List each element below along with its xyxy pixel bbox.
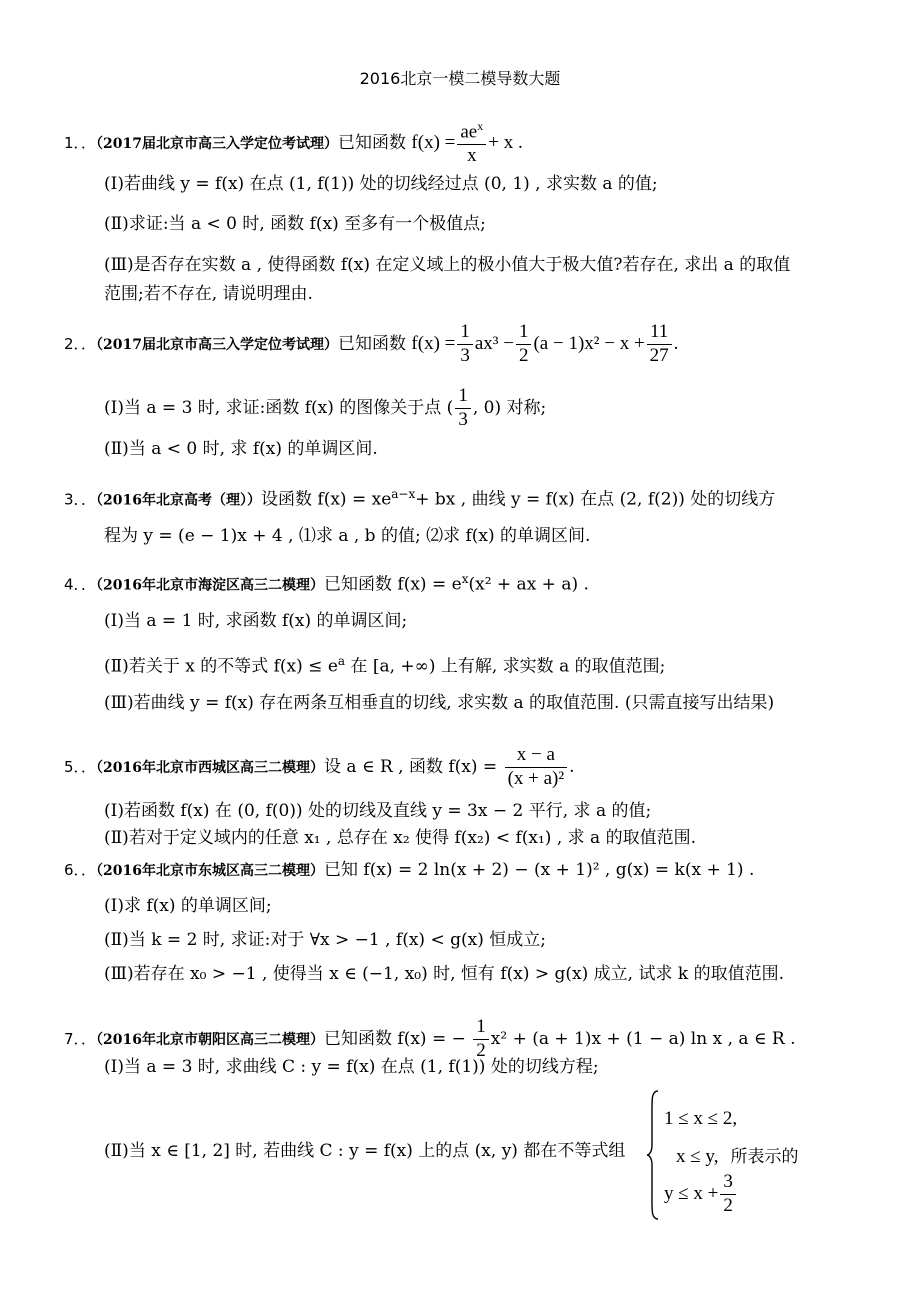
fraction — [457, 120, 486, 167]
fraction — [473, 1017, 489, 1062]
problem-7-header — [64, 1017, 796, 1062]
problem-7-part-ii — [104, 1143, 625, 1160]
problem-1-part-iii: (Ⅲ)是否存在实数 a , 使得函数 f(x) 在定义域上的极小值大于极大值?若存在, 求出 a 的取值 — [104, 255, 791, 275]
formula-lhs: f(x) = — [411, 332, 456, 354]
numerator: 1 — [516, 322, 532, 345]
exponent: x — [477, 119, 484, 133]
part-text: (Ⅱ)若关于 x 的不等式 f(x) ≤ e — [104, 656, 338, 677]
problem-6-part-iii: (Ⅲ)若存在 x₀ > −1 , 使得当 x ∈ (−1, x₀) 时, 恒有 f(x) > g(x) 成立, 试求 k 的取值范围. — [104, 964, 784, 984]
problem-source: （2017届北京市高三入学定位考试理） — [96, 135, 339, 152]
inequality-1: 1 ≤ x ≤ 2, — [664, 1108, 738, 1129]
problem-text: 已知 f(x) = 2 ln(x + 2) − (x + 1)² , g(x) = k(x + 1) . — [324, 860, 755, 880]
numerator: 11 — [647, 322, 672, 345]
numerator: 1 — [457, 322, 473, 345]
problem-number: 6．． — [64, 861, 97, 879]
inequality-text: y ≤ x + — [664, 1182, 719, 1204]
numerator: x − a — [505, 745, 568, 768]
exponent: a — [337, 654, 346, 668]
problem-6-part-ii: (Ⅱ)当 k = 2 时, 求证:对于 ∀x > −1 , f(x) < g(x) 恒成立; — [104, 930, 546, 950]
problem-source: （2016年北京市海淀区高三二模理） — [96, 577, 325, 594]
formula-lhs: f(x) = — [411, 131, 456, 153]
denominator: 3 — [458, 408, 468, 430]
inequality-text: x ≤ y, — [676, 1146, 719, 1167]
denominator: 2 — [476, 1039, 486, 1061]
numerator: 1 — [455, 386, 471, 409]
problem-number: 2．． — [64, 334, 97, 353]
problem-2-part-ii: (Ⅱ)当 a < 0 时, 求 f(x) 的单调区间. — [104, 439, 378, 459]
formula-part: (a − 1)x² − x + — [533, 332, 645, 354]
problem-text: 设 a ∈ R , 函数 f(x) = — [324, 756, 498, 777]
problem-source: （2016年北京高考（理）） — [96, 492, 262, 509]
fraction — [457, 322, 473, 367]
problem-text: (x² + ax + a) . — [468, 574, 589, 595]
problem-2-header — [64, 322, 678, 367]
part-tail: 所表示的 — [730, 1147, 799, 1167]
exponent: a−x — [391, 487, 416, 501]
problem-3-cont: 程为 y = (e − 1)x + 4 , ⑴求 a , b 的值; ⑵求 f(x) 的单调区间. — [104, 526, 591, 546]
inequality-2 — [676, 1142, 798, 1168]
problem-4-part-i: (Ⅰ)当 a = 1 时, 求函数 f(x) 的单调区间; — [104, 611, 408, 631]
formula — [411, 321, 679, 366]
part-text: (Ⅱ)当 x ∈ [1, 2] 时, 若曲线 C : y = f(x) 上的点 (x, y) 都在不等式组 — [104, 1141, 626, 1161]
problem-5-part-ii: (Ⅱ)若对于定义域内的任意 x₁ , 总存在 x₂ 使得 f(x₂) < f(x₁) , 求 a 的取值范围. — [104, 828, 696, 848]
denominator: (x + a)² — [507, 767, 565, 789]
problem-1-part-i: (Ⅰ)若曲线 y = f(x) 在点 (1, f(1)) 处的切线经过点 (0, 1) , 求实数 a 的值; — [104, 174, 658, 194]
denominator: 3 — [460, 344, 470, 366]
fraction — [505, 745, 568, 790]
problem-4-header — [64, 573, 589, 594]
problem-6-header — [64, 862, 754, 879]
problem-source: （2017届北京市高三入学定位考试理） — [96, 336, 339, 353]
problem-number: 4．． — [64, 575, 97, 594]
formula-tail: + x . — [488, 131, 523, 153]
formula-end: . — [569, 756, 575, 777]
inequality-3 — [664, 1172, 738, 1217]
fraction — [455, 386, 471, 431]
problem-text: 已知函数 f(x) = − — [324, 1028, 466, 1049]
denominator: 27 — [649, 344, 669, 366]
part-text: , 0) 对称; — [472, 397, 547, 418]
formula — [411, 119, 523, 167]
problem-number: 7．． — [64, 1029, 97, 1048]
problem-4-part-iii: (Ⅲ)若曲线 y = f(x) 存在两条互相垂直的切线, 求实数 a 的取值范围. (只需直接写出结果) — [104, 693, 775, 713]
problem-6-part-i: (Ⅰ)求 f(x) 的单调区间; — [104, 896, 272, 916]
left-brace-icon — [646, 1090, 660, 1220]
problem-text: x² + (a + 1)x + (1 − a) ln x , a ∈ R . — [490, 1028, 796, 1049]
problem-lead: 已知函数 — [338, 333, 407, 354]
fraction — [647, 322, 672, 367]
problem-2-part-i — [104, 386, 546, 431]
problem-5-part-i: (Ⅰ)若函数 f(x) 在 (0, f(0)) 处的切线及直线 y = 3x − 2 平行, 求 a 的值; — [104, 801, 652, 821]
problem-source: （2016年北京市西城区高三二模理） — [96, 759, 325, 776]
denominator: 2 — [518, 344, 529, 366]
exponent: x — [461, 572, 469, 586]
denominator: 2 — [723, 1194, 733, 1216]
problem-3-header — [64, 488, 775, 509]
problem-number: 1．． — [64, 133, 97, 152]
denominator: x — [467, 145, 477, 167]
problem-5-header — [64, 745, 574, 790]
problem-source: （2016年北京市东城区高三二模理） — [96, 863, 325, 879]
formula-part: ax³ − — [474, 332, 514, 354]
page-title: 2016北京一模二模导数大题 — [359, 69, 561, 88]
numerator: 1 — [473, 1017, 489, 1040]
problem-4-part-ii — [104, 655, 665, 676]
problem-1-part-ii: (Ⅱ)求证:当 a < 0 时, 函数 f(x) 至多有一个极值点; — [104, 214, 486, 234]
part-text: 在 [a, +∞) 上有解, 求实数 a 的取值范围; — [345, 656, 666, 677]
fraction — [720, 1172, 736, 1217]
problem-number: 5．． — [64, 757, 97, 776]
numerator: ae — [460, 121, 478, 143]
problem-text: 已知函数 f(x) = e — [324, 574, 462, 595]
problem-1-header — [64, 120, 523, 167]
problem-text: + bx , 曲线 y = f(x) 在点 (2, f(2)) 处的切线方 — [415, 489, 776, 510]
fraction — [516, 322, 532, 367]
formula-end: . — [673, 332, 679, 354]
problem-1-part-iii-cont: 范围;若不存在, 请说明理由. — [104, 284, 313, 304]
problem-number: 3．． — [64, 490, 97, 509]
problem-7-part-i: (Ⅰ)当 a = 3 时, 求曲线 C : y = f(x) 在点 (1, f(1)) 处的切线方程; — [104, 1057, 599, 1077]
problem-lead: 已知函数 — [338, 132, 407, 153]
problem-source: （2016年北京市朝阳区高三二模理） — [96, 1031, 325, 1048]
numerator: 3 — [720, 1172, 736, 1195]
problem-text: 设函数 f(x) = xe — [261, 489, 392, 510]
part-text: (Ⅰ)当 a = 3 时, 求证:函数 f(x) 的图像关于点 ( — [104, 397, 454, 418]
